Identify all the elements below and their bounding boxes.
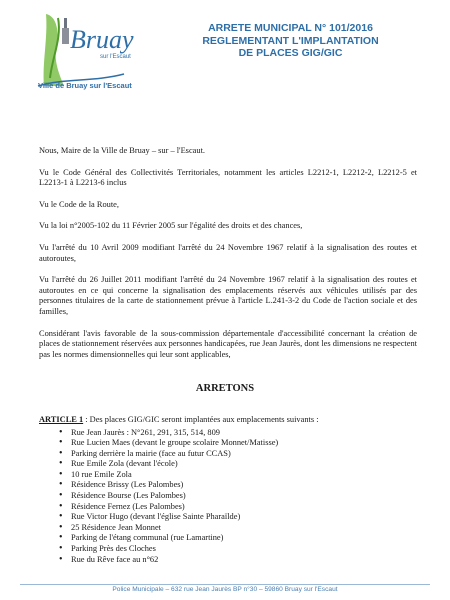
preamble-paragraph: Vu l'arrêté du 10 Avril 2009 modifiant l'arrêté du 24 Novembre 1967 relatif à la signalisation des routes et autoroutes, — [39, 242, 417, 263]
article-text: : Des places GIG/GIC seront implantées aux emplacements suivants : — [83, 415, 319, 424]
preamble-paragraph: Vu l'arrêté du 26 Juillet 2011 modifiant l'arrêté du 24 Novembre 1967 relatif à la signalisation des routes et autoroutes en ce qui concerne la signalisation des emplacements réservés aux véhicules utilisés par des personnes titulaires de la carte de stationnement prévue à l'article L.241-3-2 du Code de l'action sociale et des familles, — [39, 275, 417, 316]
preamble — [39, 146, 417, 371]
title-line: DE PLACES GIG/GIC — [238, 47, 343, 59]
logo-wordmark: Bruay — [70, 25, 134, 54]
list-item: • 10 rue Emile Zola — [59, 470, 419, 481]
list-item: • Parking de l'étang communal (rue Lamartine) — [59, 533, 419, 544]
city-logo-graphic — [34, 8, 144, 88]
list-item: • Rue Victor Hugo (devant l'église Sainte Pharaïlde) — [59, 512, 419, 523]
title-line: REGLEMENTANT L'IMPLANTATION — [202, 34, 379, 47]
list-item: • Rue Emile Zola (devant l'école) — [59, 459, 419, 470]
list-item: • Parking derrière la mairie (face au futur CCAS) — [59, 449, 419, 460]
list-item: • Résidence Brissy (Les Palombes) — [59, 480, 419, 491]
list-item: • Parking Près des Cloches — [59, 544, 419, 555]
article-heading — [39, 415, 419, 426]
article-1 — [39, 415, 419, 565]
city-logo — [34, 8, 144, 88]
list-item: • Rue Jean Jaurès : N°261, 291, 315, 514, 809 — [59, 428, 419, 439]
logo-caption: Ville de Bruay sur l'Escaut — [38, 81, 132, 90]
document-title — [178, 22, 403, 60]
list-item: • Rue du Rêve face au n°62 — [59, 555, 419, 566]
footer-divider — [20, 584, 430, 585]
list-item: • Rue Lucien Maes (devant le groupe scolaire Monnet/Matisse) — [59, 438, 419, 449]
title-line: ARRETE MUNICIPAL N° 101/2016 — [208, 22, 373, 34]
site-list — [39, 428, 419, 566]
list-item: • Résidence Bourse (Les Palombes) — [59, 491, 419, 502]
logo-subtext: sur l'Escaut — [100, 54, 131, 60]
page-footer: Police Municipale – 632 rue Jean Jaurès BP n°30 – 59860 Bruay sur l'Escaut — [112, 586, 338, 593]
preamble-paragraph: Vu le Code de la Route, — [39, 199, 119, 209]
preamble-paragraph: Vu la loi n°2005-102 du 11 Février 2005 sur l'égalité des droits et des chances, — [39, 221, 303, 231]
decree-heading: ARRETONS — [195, 383, 255, 394]
preamble-paragraph: Nous, Maire de la Ville de Bruay – sur – l'Escaut. — [39, 146, 205, 155]
list-item: • Résidence Fernez (Les Palombes) — [59, 502, 419, 513]
preamble-paragraph: Vu le Code Général des Collectivités Territoriales, notamment les articles L2212-1, L2212-2, L2212-5 et L2213-1 à L2213-6 inclus — [39, 167, 417, 188]
list-item: • 25 Résidence Jean Monnet — [59, 523, 419, 534]
article-label: ARTICLE 1 — [39, 415, 84, 424]
preamble-paragraph: Considérant l'avis favorable de la sous-commission départementale d'accessibilité concernant la création de places de stationnement réservées aux personnes handicapées, rue Jean Jaurès, dont les dimensions ne respectent pas les normes dimensionnelles qui leur sont applicables, — [39, 328, 417, 359]
